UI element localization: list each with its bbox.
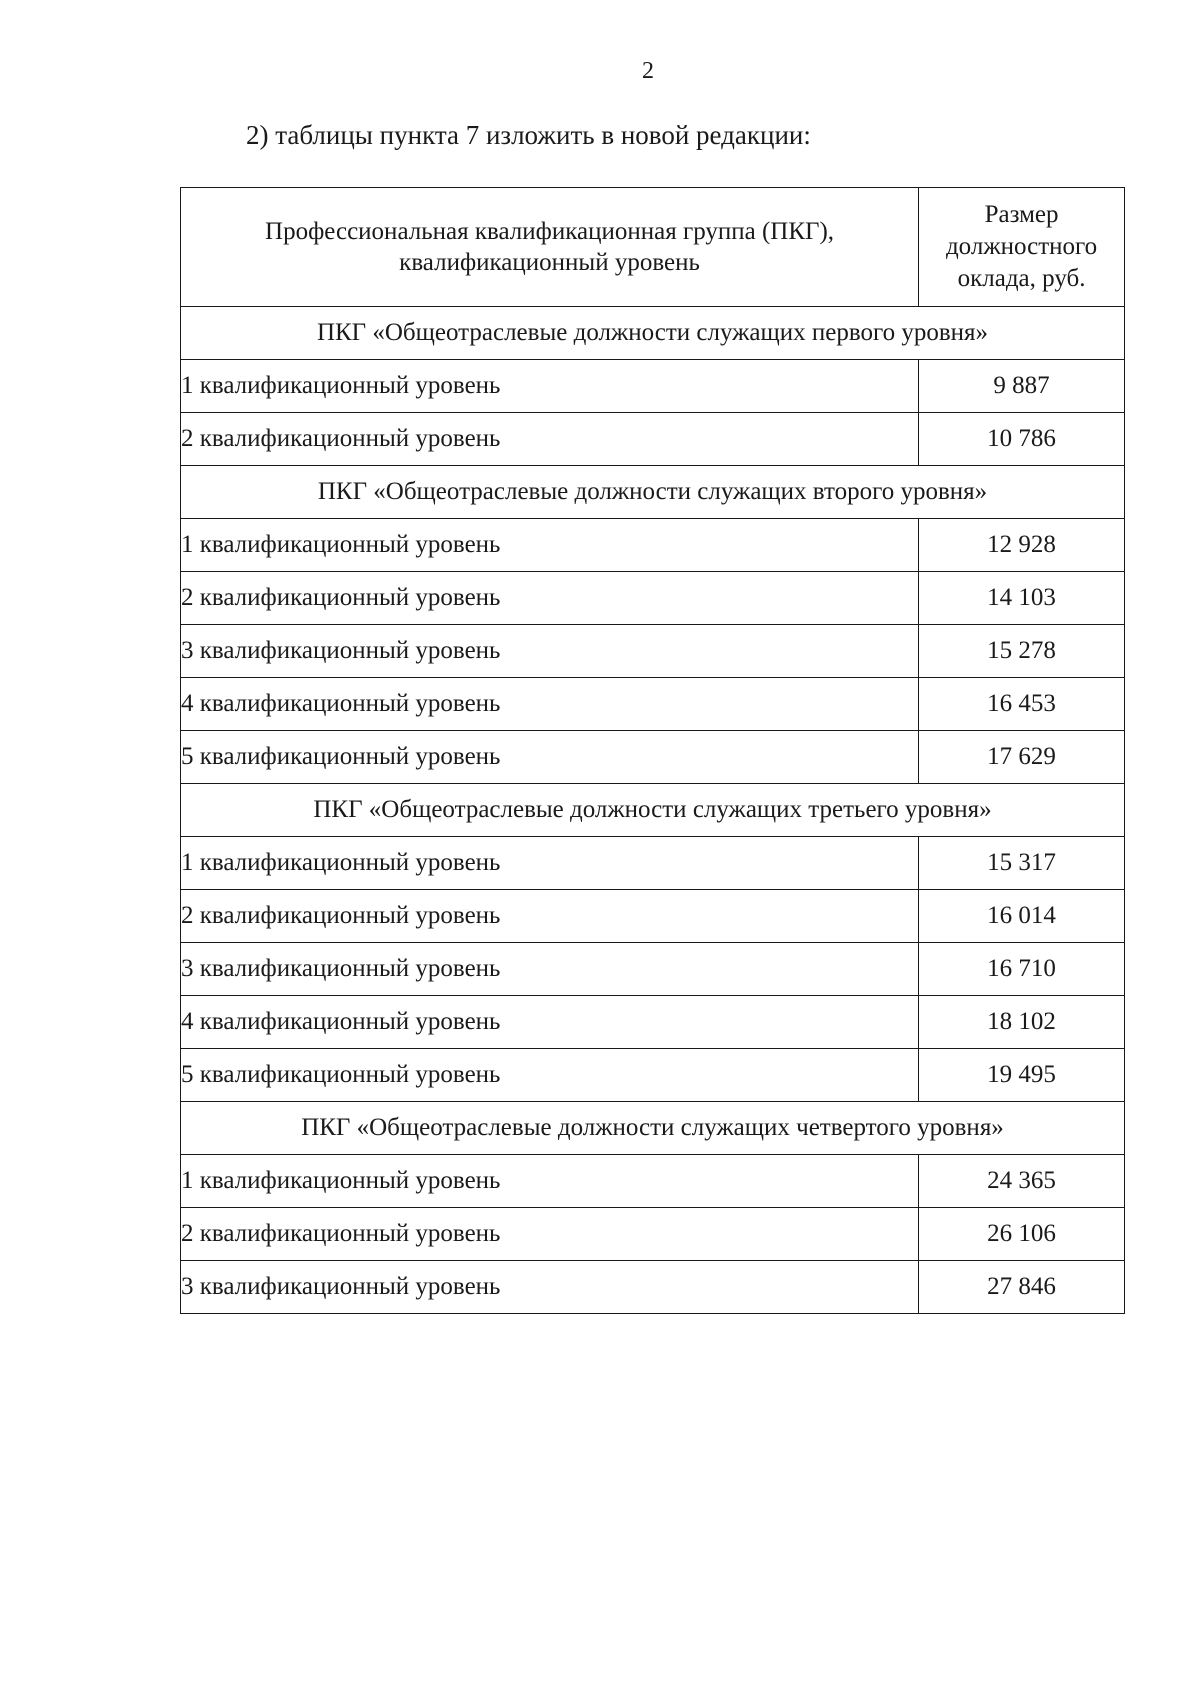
salary-value: 26 106 xyxy=(919,1208,1125,1261)
salary-table xyxy=(180,187,1125,1314)
qualification-level: 1 квалификационный уровень xyxy=(181,360,919,413)
qualification-level: 3 квалификационный уровень xyxy=(181,1261,919,1314)
table-header-row xyxy=(181,188,1125,307)
table-row xyxy=(181,1155,1125,1208)
salary-value: 27 846 xyxy=(919,1261,1125,1314)
salary-value: 12 928 xyxy=(919,519,1125,572)
group-title-row xyxy=(181,1102,1125,1155)
table-row xyxy=(181,1261,1125,1314)
salary-value: 19 495 xyxy=(919,1049,1125,1102)
salary-value: 14 103 xyxy=(919,572,1125,625)
group-title-row xyxy=(181,307,1125,360)
qualification-level: 1 квалификационный уровень xyxy=(181,519,919,572)
salary-value: 16 710 xyxy=(919,943,1125,996)
salary-value: 24 365 xyxy=(919,1155,1125,1208)
qualification-level: 1 квалификационный уровень xyxy=(181,1155,919,1208)
group-title: ПКГ «Общеотраслевые должности служащих второго уровня» xyxy=(181,466,1125,519)
header-group-column: Профессиональная квалификационная группа (ПКГ), квалификационный уровень xyxy=(181,188,919,307)
qualification-level: 2 квалификационный уровень xyxy=(181,572,919,625)
header-salary-line: оклада, руб. xyxy=(957,265,1086,292)
group-title-row xyxy=(181,784,1125,837)
table-row xyxy=(181,678,1125,731)
table-row xyxy=(181,360,1125,413)
group-title-row xyxy=(181,466,1125,519)
table-row xyxy=(181,519,1125,572)
page-number: 2 xyxy=(642,58,654,84)
salary-value: 18 102 xyxy=(919,996,1125,1049)
table-row xyxy=(181,572,1125,625)
qualification-level: 4 квалификационный уровень xyxy=(181,996,919,1049)
salary-value: 17 629 xyxy=(919,731,1125,784)
qualification-level: 3 квалификационный уровень xyxy=(181,625,919,678)
qualification-level: 4 квалификационный уровень xyxy=(181,678,919,731)
group-title: ПКГ «Общеотраслевые должности служащих первого уровня» xyxy=(181,307,1125,360)
qualification-level: 5 квалификационный уровень xyxy=(181,1049,919,1102)
qualification-level: 5 квалификационный уровень xyxy=(181,731,919,784)
salary-value: 15 278 xyxy=(919,625,1125,678)
table-header xyxy=(181,188,1125,307)
salary-value: 16 014 xyxy=(919,890,1125,943)
qualification-level: 2 квалификационный уровень xyxy=(181,1208,919,1261)
table-row xyxy=(181,625,1125,678)
group-title: ПКГ «Общеотраслевые должности служащих третьего уровня» xyxy=(181,784,1125,837)
table-row xyxy=(181,1208,1125,1261)
qualification-level: 2 квалификационный уровень xyxy=(181,890,919,943)
header-salary-line: Размер xyxy=(984,201,1059,228)
qualification-level: 2 квалификационный уровень xyxy=(181,413,919,466)
salary-value: 10 786 xyxy=(919,413,1125,466)
table-row xyxy=(181,1049,1125,1102)
table-row xyxy=(181,996,1125,1049)
table-row xyxy=(181,943,1125,996)
header-salary-line: должностного xyxy=(945,233,1098,260)
group-title: ПКГ «Общеотраслевые должности служащих четвертого уровня» xyxy=(181,1102,1125,1155)
qualification-level: 1 квалификационный уровень xyxy=(181,837,919,890)
salary-value: 16 453 xyxy=(919,678,1125,731)
table-body xyxy=(181,307,1125,1314)
intro-paragraph: 2) таблицы пункта 7 изложить в новой редакции: xyxy=(246,120,811,150)
table-row xyxy=(181,890,1125,943)
qualification-level: 3 квалификационный уровень xyxy=(181,943,919,996)
salary-value: 9 887 xyxy=(919,360,1125,413)
table-row xyxy=(181,413,1125,466)
salary-value: 15 317 xyxy=(919,837,1125,890)
header-salary-column xyxy=(919,188,1125,307)
table-row xyxy=(181,731,1125,784)
table-row xyxy=(181,837,1125,890)
